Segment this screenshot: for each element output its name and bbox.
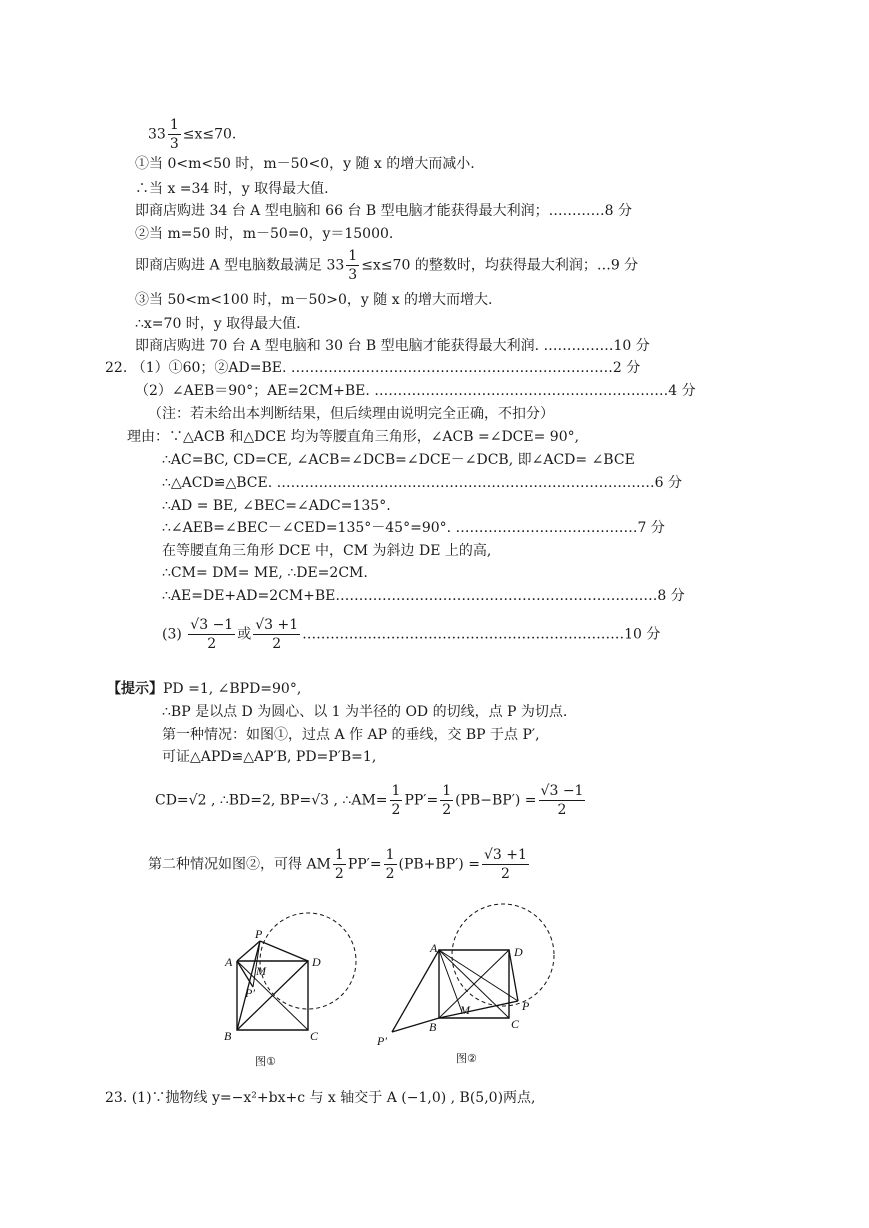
hint-line-1: 【提示】PD =1, ∠BPD=90°, (107, 681, 302, 697)
fig1-label: C (310, 1029, 319, 1043)
text-line-3: ∴当 x =34 时，y 取得最大值. (135, 181, 329, 197)
text-line-16: ∴AD = BE, ∠BEC=∠ADC=135°. (162, 498, 391, 514)
text-line-14: ∴AC=BC, CD=CE, ∠ACB=∠DCB=∠DCE－∠DCB, 即∠ACD= ∠BCE (162, 452, 635, 468)
text-line-4: 即商店购进 34 台 A 型电脑和 66 台 B 型电脑才能获得最大利润；…………8 分 (135, 203, 632, 219)
fig2-label: P (522, 999, 530, 1013)
text-line-19: ∴CM= DM= ME, ∴DE=2CM. (162, 565, 368, 581)
text-line-5: ②当 m=50 时，m－50=0，y＝15000. (135, 226, 394, 242)
fraction: $\frac{1}{3}$ (169, 117, 179, 152)
fraction: $\frac{1}{3}$ (348, 248, 358, 283)
fraction: $\frac{1}{2}$ (385, 847, 395, 882)
text-line-23: 23. (1)∵抛物线 y=−x²+bx+c 与 x 轴交于 A (−1,0) , B(5,0)两点, (105, 1090, 536, 1106)
text-line-11: （2）∠AEB＝90°；AE=2CM+BE. ………………………………………………………4 分 (135, 383, 696, 399)
text-line-21: (3) $\frac{√3 -1}{2}$ 或 $\frac{√3 +1}{2}$ ……………………………………………………………10 分 (162, 617, 661, 652)
fig2-label: B (429, 1020, 437, 1034)
text-line-6: 即商店购进 A 型电脑数最满足 33 $\frac{1}{3}$ ≤x≤70 的整数时，均获得最大利润；…9 分 (135, 248, 639, 283)
geometry-figure-1 (215, 905, 375, 1070)
fig2-label: A (430, 941, 438, 955)
fig1-label: P′ (245, 986, 255, 1000)
hint-line-3: 第一种情况：如图①，过点 A 作 AP 的垂线，交 BP 于点 P′, (162, 727, 540, 743)
text-line-15: ∴△ACD≌△BCE. ………………………………………………………………………6 分 (162, 475, 682, 491)
geometry-figure-2 (372, 900, 572, 1070)
fig2-label: P′ (377, 1034, 387, 1048)
answer-fraction-2: $\frac{√3 +1}{2}$ (255, 617, 299, 652)
fraction: $\frac{1}{2}$ (391, 783, 401, 818)
whole-number: 33 (148, 126, 166, 143)
hint-line-5: CD=√2 , ∴BD=2, BP=√3 , ∴AM= $\frac{1}{2}$ PP′= $\frac{1}{2}$ (PB−BP′) = $\frac{√3 -1}{2}$ (155, 783, 584, 818)
text-line-8: ∴x=70 时，y 取得最大值. (135, 316, 301, 332)
text-line-17: ∴∠AEB=∠BEC－∠CED=135°－45°=90°. …………………………………7 分 (162, 520, 665, 536)
figure-1-caption: 图① (255, 1055, 276, 1068)
hint-line-2: ∴BP 是以点 D 为圆心、以 1 为半径的 OD 的切线，点 P 为切点. (162, 704, 568, 720)
fig2-label: C (511, 1017, 520, 1031)
text-line-9: 即商店购进 70 台 A 型电脑和 30 台 B 型电脑才能获得最大利润. ……………10 分 (135, 338, 650, 354)
hint-line-4: 可证△APD≌△AP′B, PD=P′B=1, (162, 749, 377, 765)
answer-fraction-1: $\frac{√3 -1}{2}$ (190, 617, 234, 652)
fig1-label: P (255, 927, 263, 941)
fig1-label: M (256, 964, 266, 978)
fig2-label: D (514, 945, 523, 959)
fig1-label: B (224, 1029, 232, 1043)
fig1-label: A (225, 955, 233, 969)
fraction: $\frac{1}{2}$ (442, 783, 452, 818)
text-line-10: 22. （1）①60；②AD=BE. ……………………………………………………………2 分 (105, 360, 641, 376)
text-line-13: 理由：∵△ACB 和△DCE 均为等腰直角三角形，∠ACB =∠DCE= 90°, (127, 429, 580, 445)
text-line-7: ③当 50<m<100 时，m－50>0，y 随 x 的增大而增大. (135, 292, 493, 308)
hint-line-6: 第二种情况如图②，可得 AM $\frac{1}{2}$ PP′= $\frac{1}{2}$ (PB+BP′) = $\frac{√3 +1}{2}$ (148, 847, 527, 882)
text-line-12: （注：若未给出本判断结果，但后续理由说明完全正确，不扣分） (148, 406, 554, 422)
fraction: $\frac{1}{2}$ (334, 847, 344, 882)
text-line-20: ∴AE=DE+AD=2CM+BE……………………………………………………………8 分 (162, 588, 685, 604)
text-line-1: 33 $\frac{1}{3}$ ≤x≤70. (148, 117, 237, 152)
text-line-18: 在等腰直角三角形 DCE 中，CM 为斜边 DE 上的高, (162, 543, 492, 559)
text-line-2: ①当 0<m<50 时，m－50<0，y 随 x 的增大而减小. (135, 156, 475, 172)
fig1-label: D (312, 955, 321, 969)
figure-2-caption: 图② (456, 1052, 477, 1065)
fig2-label: M (460, 1003, 470, 1017)
fraction: $\frac{√3 -1}{2}$ (540, 783, 584, 818)
hint-label: 【提示】 (107, 681, 163, 697)
fraction: $\frac{√3 +1}{2}$ (483, 847, 527, 882)
